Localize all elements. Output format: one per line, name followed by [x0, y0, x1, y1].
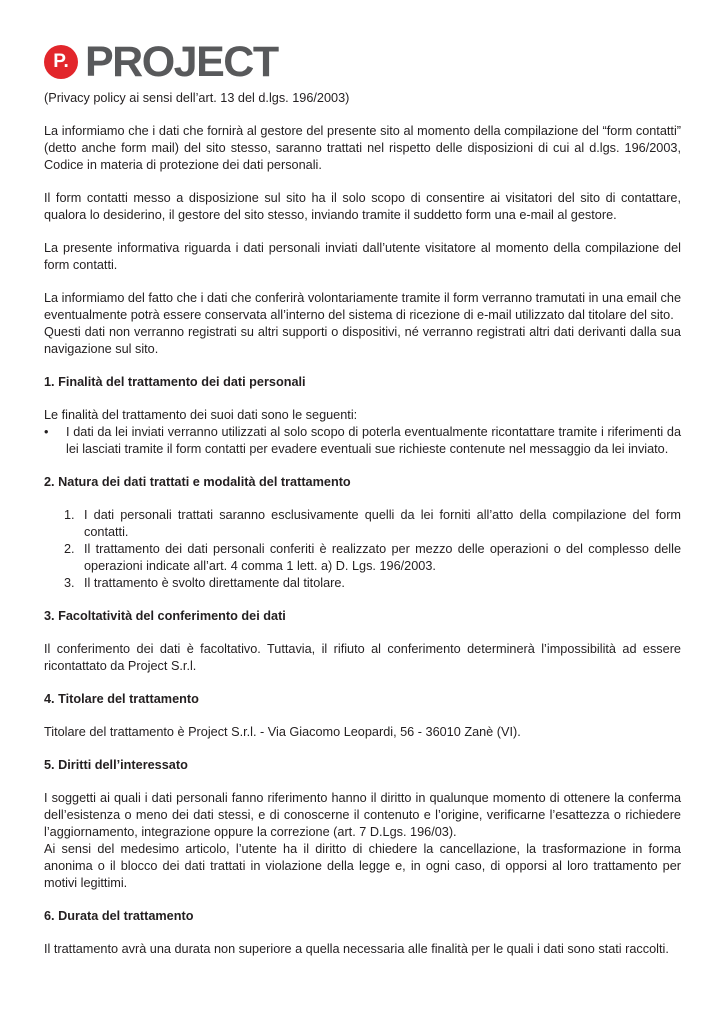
section-text: Le finalità del trattamento dei suoi dati sono le seguenti:: [44, 408, 358, 422]
section-heading-nature: 2. Natura dei dati trattati e modalità del trattamento: [44, 475, 351, 489]
intro-paragraph: La informiamo del fatto che i dati che conferirà volontariamente tramite il form verranno tramutati in una email che eventualmente potrà essere conservata all’interno del sistema di ricezione di e-mail utilizzato dal titolare del sito.: [44, 291, 681, 322]
bullet-list: [44, 424, 681, 458]
section-text: Il trattamento avrà una durata non superiore a quella necessaria alle finalità per le quali i dati sono stati raccolti.: [44, 942, 669, 956]
intro-paragraph: Questi dati non verranno registrati su altri supporti o dispositivi, né verranno registrati altri dati derivanti dalla sua navigazione sul sito.: [44, 325, 681, 356]
document-body: [44, 90, 681, 958]
section-text: Titolare del trattamento è Project S.r.l. - Via Giacomo Leopardi, 56 - 36010 Zanè (VI).: [44, 725, 521, 739]
logo-mark-icon: P.: [44, 45, 78, 79]
bullet-icon: •: [44, 425, 49, 439]
list-item: • I dati da lei inviati verranno utilizzati al solo scopo di poterla eventualmente ricontattare tramite i riferimenti da lei lasciati tramite il form contatti per evadere eventuali sue richieste contenute nel messaggio da lei inviato.: [44, 425, 681, 456]
list-item: 1. I dati personali trattati saranno esclusivamente quelli da lei forniti all’atto della compilazione del form contatti.: [64, 508, 681, 539]
section-heading-duration: 6. Durata del trattamento: [44, 909, 194, 923]
list-item: 3. Il trattamento è svolto direttamente dal titolare.: [64, 576, 345, 590]
section-text: Ai sensi del medesimo articolo, l’utente ha il diritto di chiedere la cancellazione, la trasformazione in forma anonima o il blocco dei dati trattati in violazione della legge e, in ogni caso, di opporsi al loro trattamento per motivi legittimi.: [44, 842, 681, 890]
logo-wordmark: PROJECT: [85, 38, 278, 86]
section-text: I soggetti ai quali i dati personali fanno riferimento hanno il diritto in qualunque momento di ottenere la conferma dell’esistenza o meno dei dati stessi, e di conoscerne il contenuto e l’origine, verificarne l’esattezza o richiedere l’aggiornamento, integrazione oppure la correzione (art. 7 D.Lgs. 196/03).: [44, 791, 681, 839]
numbered-list: [44, 507, 681, 592]
section-heading-rights: 5. Diritti dell’interessato: [44, 758, 188, 772]
intro-paragraph: La presente informativa riguarda i dati personali inviati dall’utente visitatore al momento della compilazione del form contatti.: [44, 241, 681, 272]
section-heading-controller: 4. Titolare del trattamento: [44, 692, 199, 706]
intro-paragraph: La informiamo che i dati che fornirà al gestore del presente sito al momento della compilazione del “form contatti” (detto anche form mail) del sito stesso, saranno trattati nel rispetto delle disposizioni di cui al d.lgs. 196/2003, Codice in materia di protezione dei dati personali.: [44, 124, 681, 172]
section-heading-optionality: 3. Facoltatività del conferimento dei dati: [44, 609, 286, 623]
intro-paragraph: Il form contatti messo a disposizione sul sito ha il solo scopo di consentire ai visitatori del sito di contattare, qualora lo desiderino, il gestore del sito stesso, inviando tramite il suddetto form una e-mail al gestore.: [44, 191, 681, 222]
section-heading-purpose: 1. Finalità del trattamento dei dati personali: [44, 375, 306, 389]
project-logo: [44, 38, 278, 86]
section-text: Il conferimento dei dati è facoltativo. Tuttavia, il rifiuto al conferimento determinerà l’impossibilità ad essere ricontattato da Project S.r.l.: [44, 642, 681, 673]
list-item: 2. Il trattamento dei dati personali conferiti è realizzato per mezzo delle operazioni o del complesso delle operazioni indicate all’art. 4 comma 1 lett. a) D. Lgs. 196/2003.: [64, 542, 681, 573]
document-subtitle: (Privacy policy ai sensi dell’art. 13 del d.lgs. 196/2003): [44, 91, 350, 105]
